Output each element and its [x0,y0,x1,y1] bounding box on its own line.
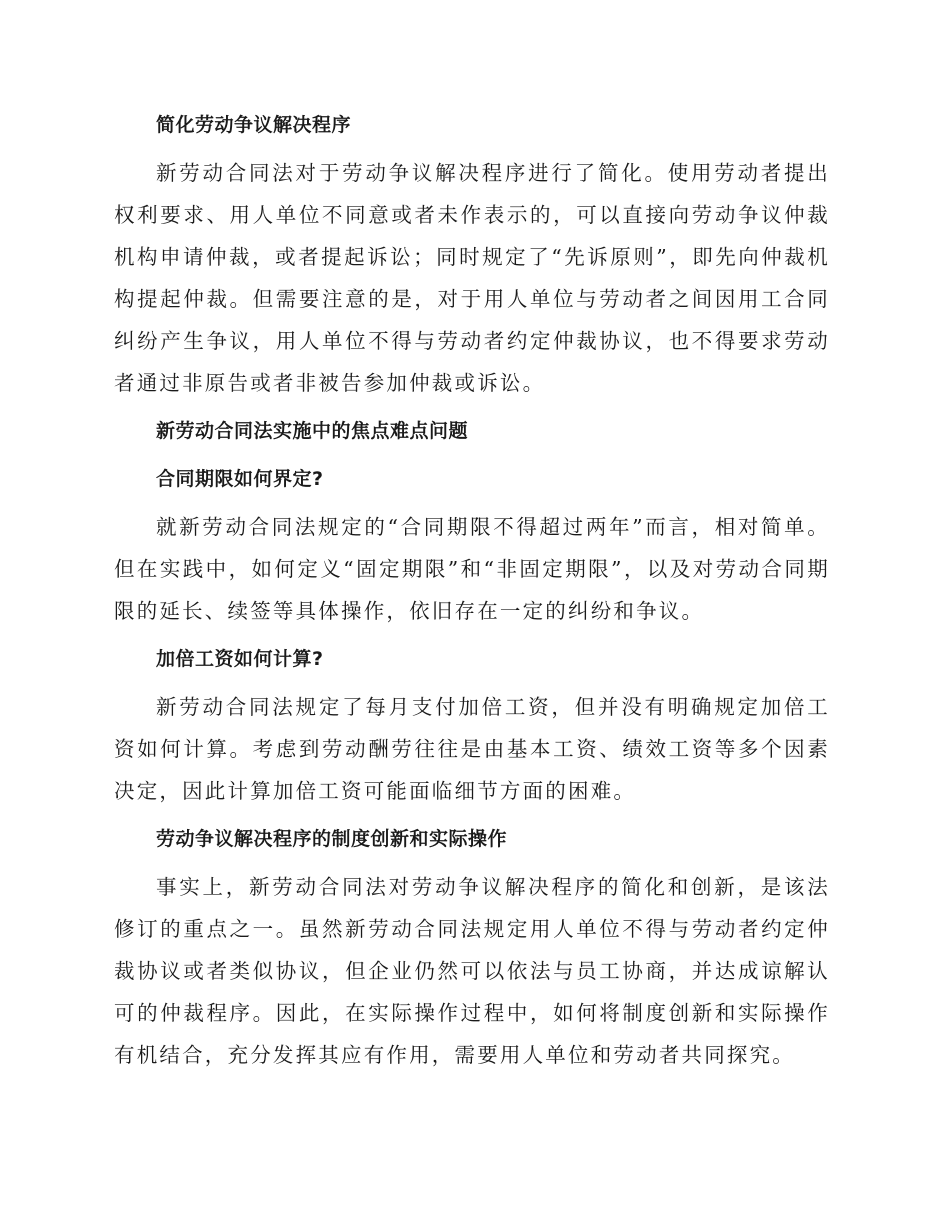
section-paragraph-simplify-dispute: 新劳动合同法对于劳动争议解决程序进行了简化。使用劳动者提出权利要求、用人单位不同意或者未作表示的，可以直接向劳动争议仲裁机构申请仲裁，或者提起诉讼；同时规定了“先诉原则”，即先向仲裁机构提起仲裁。但需要注意的是，对于用人单位与劳动者之间因用工合同纠纷产生争议，用人单位不得与劳动者约定仲裁协议，也不得要求劳动者通过非原告或者非被告参加仲裁或诉讼。 [114,161,830,395]
section-heading-double-wage: 加倍工资如何计算? [156,648,324,670]
section-paragraph-double-wage: 新劳动合同法规定了每月支付加倍工资，但并没有明确规定加倍工资如何计算。考虑到劳动酬劳往往是由基本工资、绩效工资等多个因素决定，因此计算加倍工资可能面临细节方面的困难。 [114,695,830,803]
section-paragraph-contract-term: 就新劳动合同法规定的“合同期限不得超过两年”而言，相对简单。但在实践中，如何定义“固定期限”和“非固定期限”，以及对劳动合同期限的延长、续签等具体操作，依旧存在一定的纠纷和争议。 [114,515,830,623]
section-heading-focus-issues: 新劳动合同法实施中的焦点难点问题 [156,420,469,442]
section-heading-innovation: 劳动争议解决程序的制度创新和实际操作 [156,828,508,850]
document-page [114,104,830,1082]
section-heading-contract-term: 合同期限如何界定? [156,468,324,490]
section-paragraph-innovation: 事实上，新劳动合同法对劳动争议解决程序的简化和创新，是该法修订的重点之一。虽然新劳动合同法规定用人单位不得与劳动者约定仲裁协议或者类似协议，但企业仍然可以依法与员工协商，并达成谅解认可的仲裁程序。因此，在实际操作过程中，如何将制度创新和实际操作有机结合，充分发挥其应有作用，需要用人单位和劳动者共同探究。 [114,875,830,1067]
section-heading-simplify-dispute: 简化劳动争议解决程序 [156,114,352,136]
